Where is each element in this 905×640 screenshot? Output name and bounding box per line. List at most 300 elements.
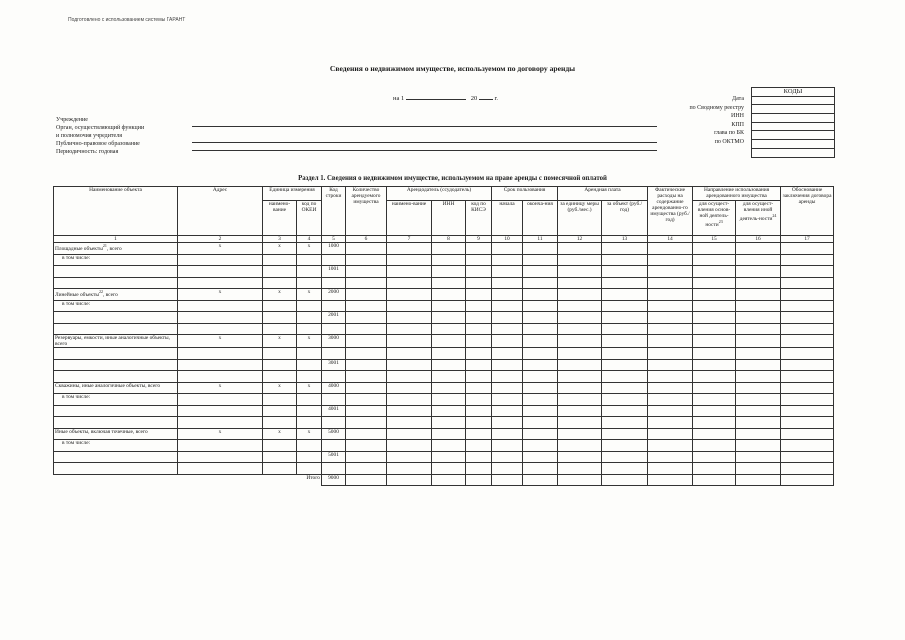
data-cell-col-13[interactable] bbox=[602, 289, 648, 301]
data-cell-col-13[interactable] bbox=[602, 254, 648, 266]
data-cell-col-8[interactable] bbox=[432, 417, 466, 429]
data-cell-col-14[interactable] bbox=[648, 474, 693, 486]
data-cell-col-10[interactable] bbox=[492, 451, 523, 463]
data-cell-col-1[interactable] bbox=[54, 323, 178, 335]
data-cell-col-3[interactable] bbox=[263, 440, 297, 452]
data-cell-col-12[interactable] bbox=[558, 451, 602, 463]
data-cell-col-15[interactable] bbox=[693, 394, 736, 406]
data-cell-col-6[interactable] bbox=[346, 428, 387, 440]
data-cell-col-14[interactable] bbox=[648, 335, 693, 348]
data-cell-col-10[interactable] bbox=[492, 394, 523, 406]
data-cell-col-10[interactable] bbox=[492, 243, 523, 255]
code-inn[interactable] bbox=[752, 114, 835, 123]
data-cell-col-9[interactable] bbox=[466, 312, 492, 324]
data-cell-col-6[interactable] bbox=[346, 254, 387, 266]
data-cell-col-15[interactable] bbox=[693, 359, 736, 371]
data-cell-col-10[interactable] bbox=[492, 359, 523, 371]
data-cell-col-1[interactable] bbox=[54, 371, 178, 383]
data-cell-col-11[interactable] bbox=[523, 243, 558, 255]
data-cell-col-13[interactable] bbox=[602, 335, 648, 348]
data-cell-col-8[interactable] bbox=[432, 359, 466, 371]
data-cell-col-9[interactable] bbox=[466, 243, 492, 255]
data-cell-col-2[interactable] bbox=[178, 348, 263, 360]
data-cell-col-6[interactable] bbox=[346, 300, 387, 312]
data-cell-col-10[interactable] bbox=[492, 440, 523, 452]
data-cell-col-15[interactable] bbox=[693, 417, 736, 429]
data-cell-col-1[interactable] bbox=[54, 359, 178, 371]
data-cell-col-3[interactable] bbox=[263, 266, 297, 278]
data-cell-col-12[interactable] bbox=[558, 428, 602, 440]
data-cell-col-10[interactable] bbox=[492, 371, 523, 383]
data-cell-col-9[interactable] bbox=[466, 323, 492, 335]
data-cell-col-1[interactable] bbox=[54, 463, 178, 475]
data-cell-col-13[interactable] bbox=[602, 474, 648, 486]
data-cell-col-10[interactable] bbox=[492, 405, 523, 417]
data-cell-col-16[interactable] bbox=[736, 382, 781, 394]
data-cell-col-2[interactable] bbox=[178, 440, 263, 452]
data-cell-col-3[interactable] bbox=[263, 254, 297, 266]
data-cell-col-2[interactable] bbox=[178, 451, 263, 463]
data-cell-col-4[interactable] bbox=[297, 371, 322, 383]
data-cell-col-4[interactable] bbox=[297, 440, 322, 452]
data-cell-col-13[interactable] bbox=[602, 428, 648, 440]
data-cell-col-17[interactable] bbox=[781, 266, 834, 278]
data-cell-col-14[interactable] bbox=[648, 243, 693, 255]
data-cell-col-15[interactable] bbox=[693, 382, 736, 394]
data-cell-col-12[interactable] bbox=[558, 359, 602, 371]
data-cell-col-12[interactable] bbox=[558, 463, 602, 475]
data-cell-col-8[interactable] bbox=[432, 405, 466, 417]
data-cell-col-16[interactable] bbox=[736, 300, 781, 312]
data-cell-col-7[interactable] bbox=[387, 382, 432, 394]
data-cell-col-15[interactable] bbox=[693, 405, 736, 417]
data-cell-col-2[interactable] bbox=[178, 254, 263, 266]
data-cell-col-1[interactable] bbox=[54, 417, 178, 429]
data-cell-col-13[interactable] bbox=[602, 277, 648, 289]
data-cell-col-17[interactable] bbox=[781, 463, 834, 475]
data-cell-col-7[interactable] bbox=[387, 405, 432, 417]
data-cell-col-12[interactable] bbox=[558, 266, 602, 278]
data-cell-col-14[interactable] bbox=[648, 417, 693, 429]
data-cell-col-17[interactable] bbox=[781, 428, 834, 440]
data-cell-col-12[interactable] bbox=[558, 405, 602, 417]
data-cell-col-10[interactable] bbox=[492, 254, 523, 266]
data-cell-col-11[interactable] bbox=[523, 323, 558, 335]
data-cell-col-15[interactable] bbox=[693, 451, 736, 463]
data-cell-col-13[interactable] bbox=[602, 405, 648, 417]
data-cell-col-3[interactable] bbox=[263, 463, 297, 475]
data-cell-col-6[interactable] bbox=[346, 440, 387, 452]
data-cell-col-4[interactable] bbox=[297, 394, 322, 406]
data-cell-col-12[interactable] bbox=[558, 474, 602, 486]
data-cell-col-16[interactable] bbox=[736, 335, 781, 348]
data-cell-col-9[interactable] bbox=[466, 463, 492, 475]
data-cell-col-7[interactable] bbox=[387, 394, 432, 406]
data-cell-col-8[interactable] bbox=[432, 300, 466, 312]
data-cell-col-9[interactable] bbox=[466, 371, 492, 383]
data-cell-col-16[interactable] bbox=[736, 428, 781, 440]
code-bk[interactable] bbox=[752, 140, 835, 149]
data-cell-col-15[interactable] bbox=[693, 254, 736, 266]
data-cell-col-14[interactable] bbox=[648, 405, 693, 417]
data-cell-col-9[interactable] bbox=[466, 405, 492, 417]
code-empty[interactable] bbox=[752, 131, 835, 140]
data-cell-col-7[interactable] bbox=[387, 417, 432, 429]
data-cell-col-16[interactable] bbox=[736, 266, 781, 278]
data-cell-col-8[interactable] bbox=[432, 266, 466, 278]
data-cell-col-5[interactable] bbox=[322, 463, 346, 475]
data-cell-col-7[interactable] bbox=[387, 359, 432, 371]
data-cell-col-17[interactable] bbox=[781, 474, 834, 486]
data-cell-col-7[interactable] bbox=[387, 348, 432, 360]
data-cell-col-17[interactable] bbox=[781, 451, 834, 463]
data-cell-col-10[interactable] bbox=[492, 428, 523, 440]
data-cell-col-8[interactable] bbox=[432, 451, 466, 463]
data-cell-col-6[interactable] bbox=[346, 243, 387, 255]
data-cell-col-11[interactable] bbox=[523, 394, 558, 406]
data-cell-col-4[interactable] bbox=[297, 451, 322, 463]
data-cell-col-7[interactable] bbox=[387, 254, 432, 266]
data-cell-col-3[interactable] bbox=[263, 371, 297, 383]
data-cell-col-13[interactable] bbox=[602, 417, 648, 429]
data-cell-col-7[interactable] bbox=[387, 312, 432, 324]
data-cell-col-9[interactable] bbox=[466, 440, 492, 452]
data-cell-col-16[interactable] bbox=[736, 359, 781, 371]
data-cell-col-6[interactable] bbox=[346, 335, 387, 348]
data-cell-col-4[interactable] bbox=[297, 348, 322, 360]
data-cell-col-9[interactable] bbox=[466, 359, 492, 371]
data-cell-col-16[interactable] bbox=[736, 451, 781, 463]
data-cell-col-8[interactable] bbox=[432, 394, 466, 406]
data-cell-col-14[interactable] bbox=[648, 382, 693, 394]
institution-line[interactable] bbox=[192, 126, 657, 127]
data-cell-col-6[interactable] bbox=[346, 405, 387, 417]
data-cell-col-14[interactable] bbox=[648, 254, 693, 266]
data-cell-col-10[interactable] bbox=[492, 300, 523, 312]
data-cell-col-17[interactable] bbox=[781, 394, 834, 406]
data-cell-col-4[interactable] bbox=[297, 405, 322, 417]
data-cell-col-17[interactable] bbox=[781, 300, 834, 312]
data-cell-col-4[interactable] bbox=[297, 312, 322, 324]
data-cell-col-6[interactable] bbox=[346, 323, 387, 335]
data-cell-col-9[interactable] bbox=[466, 335, 492, 348]
data-cell-col-15[interactable] bbox=[693, 474, 736, 486]
data-cell-col-3[interactable] bbox=[263, 277, 297, 289]
data-cell-col-8[interactable] bbox=[432, 474, 466, 486]
data-cell-col-7[interactable] bbox=[387, 300, 432, 312]
data-cell-col-8[interactable] bbox=[432, 289, 466, 301]
data-cell-col-11[interactable] bbox=[523, 405, 558, 417]
data-cell-col-16[interactable] bbox=[736, 394, 781, 406]
data-cell-col-14[interactable] bbox=[648, 266, 693, 278]
data-cell-col-5[interactable] bbox=[322, 323, 346, 335]
data-cell-col-15[interactable] bbox=[693, 243, 736, 255]
data-cell-col-2[interactable] bbox=[178, 312, 263, 324]
data-cell-col-4[interactable] bbox=[297, 417, 322, 429]
data-cell-col-13[interactable] bbox=[602, 348, 648, 360]
data-cell-col-5[interactable] bbox=[322, 440, 346, 452]
data-cell-col-9[interactable] bbox=[466, 417, 492, 429]
data-cell-col-11[interactable] bbox=[523, 417, 558, 429]
data-cell-col-11[interactable] bbox=[523, 474, 558, 486]
founder-line[interactable] bbox=[192, 142, 657, 143]
data-cell-col-12[interactable] bbox=[558, 312, 602, 324]
data-cell-col-1[interactable] bbox=[54, 266, 178, 278]
data-cell-col-12[interactable] bbox=[558, 335, 602, 348]
data-cell-col-15[interactable] bbox=[693, 335, 736, 348]
data-cell-col-1[interactable] bbox=[54, 405, 178, 417]
data-cell-col-13[interactable] bbox=[602, 463, 648, 475]
data-cell-col-2[interactable] bbox=[178, 323, 263, 335]
data-cell-col-16[interactable] bbox=[736, 474, 781, 486]
data-cell-col-2[interactable] bbox=[178, 417, 263, 429]
data-cell-col-15[interactable] bbox=[693, 289, 736, 301]
data-cell-col-8[interactable] bbox=[432, 335, 466, 348]
data-cell-col-3[interactable] bbox=[263, 323, 297, 335]
data-cell-col-6[interactable] bbox=[346, 289, 387, 301]
data-cell-col-7[interactable] bbox=[387, 463, 432, 475]
data-cell-col-5[interactable] bbox=[322, 348, 346, 360]
data-cell-col-10[interactable] bbox=[492, 348, 523, 360]
data-cell-col-6[interactable] bbox=[346, 359, 387, 371]
data-cell-col-7[interactable] bbox=[387, 335, 432, 348]
data-cell-col-2[interactable] bbox=[178, 359, 263, 371]
data-cell-col-12[interactable] bbox=[558, 371, 602, 383]
data-cell-col-15[interactable] bbox=[693, 300, 736, 312]
data-cell-col-10[interactable] bbox=[492, 463, 523, 475]
data-cell-col-16[interactable] bbox=[736, 417, 781, 429]
data-cell-col-16[interactable] bbox=[736, 312, 781, 324]
data-cell-col-14[interactable] bbox=[648, 428, 693, 440]
data-cell-col-10[interactable] bbox=[492, 382, 523, 394]
data-cell-col-2[interactable] bbox=[178, 371, 263, 383]
data-cell-col-6[interactable] bbox=[346, 463, 387, 475]
data-cell-col-14[interactable] bbox=[648, 394, 693, 406]
data-cell-col-16[interactable] bbox=[736, 323, 781, 335]
data-cell-col-11[interactable] bbox=[523, 440, 558, 452]
data-cell-col-3[interactable] bbox=[263, 394, 297, 406]
data-cell-col-11[interactable] bbox=[523, 266, 558, 278]
data-cell-col-10[interactable] bbox=[492, 417, 523, 429]
data-cell-col-17[interactable] bbox=[781, 359, 834, 371]
data-cell-col-3[interactable] bbox=[263, 348, 297, 360]
data-cell-col-4[interactable] bbox=[297, 323, 322, 335]
data-cell-col-12[interactable] bbox=[558, 417, 602, 429]
data-cell-col-14[interactable] bbox=[648, 371, 693, 383]
data-cell-col-13[interactable] bbox=[602, 243, 648, 255]
data-cell-col-10[interactable] bbox=[492, 312, 523, 324]
data-cell-col-12[interactable] bbox=[558, 440, 602, 452]
data-cell-col-14[interactable] bbox=[648, 359, 693, 371]
public-entity-line[interactable] bbox=[192, 150, 657, 151]
year-blank[interactable] bbox=[479, 92, 493, 100]
data-cell-col-14[interactable] bbox=[648, 440, 693, 452]
data-cell-col-11[interactable] bbox=[523, 300, 558, 312]
data-cell-col-7[interactable] bbox=[387, 243, 432, 255]
data-cell-col-1[interactable] bbox=[54, 312, 178, 324]
data-cell-col-10[interactable] bbox=[492, 277, 523, 289]
data-cell-col-3[interactable] bbox=[263, 359, 297, 371]
data-cell-col-6[interactable] bbox=[346, 266, 387, 278]
data-cell-col-5[interactable] bbox=[322, 371, 346, 383]
data-cell-col-6[interactable] bbox=[346, 312, 387, 324]
data-cell-col-7[interactable] bbox=[387, 266, 432, 278]
data-cell-col-6[interactable] bbox=[346, 382, 387, 394]
data-cell-col-17[interactable] bbox=[781, 348, 834, 360]
data-cell-col-11[interactable] bbox=[523, 451, 558, 463]
data-cell-col-6[interactable] bbox=[346, 371, 387, 383]
data-cell-col-17[interactable] bbox=[781, 312, 834, 324]
data-cell-col-7[interactable] bbox=[387, 451, 432, 463]
data-cell-col-4[interactable] bbox=[297, 277, 322, 289]
data-cell-col-17[interactable] bbox=[781, 254, 834, 266]
data-cell-col-17[interactable] bbox=[781, 371, 834, 383]
data-cell-col-13[interactable] bbox=[602, 382, 648, 394]
data-cell-col-14[interactable] bbox=[648, 277, 693, 289]
data-cell-col-11[interactable] bbox=[523, 289, 558, 301]
data-cell-col-8[interactable] bbox=[432, 277, 466, 289]
data-cell-col-5[interactable] bbox=[322, 277, 346, 289]
data-cell-col-8[interactable] bbox=[432, 371, 466, 383]
data-cell-col-8[interactable] bbox=[432, 428, 466, 440]
data-cell-col-17[interactable] bbox=[781, 440, 834, 452]
data-cell-col-13[interactable] bbox=[602, 451, 648, 463]
data-cell-col-13[interactable] bbox=[602, 394, 648, 406]
data-cell-col-1[interactable] bbox=[54, 451, 178, 463]
data-cell-col-16[interactable] bbox=[736, 277, 781, 289]
data-cell-col-8[interactable] bbox=[432, 463, 466, 475]
data-cell-col-16[interactable] bbox=[736, 348, 781, 360]
data-cell-col-15[interactable] bbox=[693, 348, 736, 360]
data-cell-col-8[interactable] bbox=[432, 254, 466, 266]
data-cell-col-9[interactable] bbox=[466, 428, 492, 440]
data-cell-col-12[interactable] bbox=[558, 300, 602, 312]
data-cell-col-9[interactable] bbox=[466, 289, 492, 301]
data-cell-col-5[interactable] bbox=[322, 254, 346, 266]
data-cell-col-6[interactable] bbox=[346, 277, 387, 289]
data-cell-col-7[interactable] bbox=[387, 323, 432, 335]
data-cell-col-16[interactable] bbox=[736, 289, 781, 301]
data-cell-col-16[interactable] bbox=[736, 440, 781, 452]
data-cell-col-6[interactable] bbox=[346, 348, 387, 360]
data-cell-col-14[interactable] bbox=[648, 312, 693, 324]
data-cell-col-11[interactable] bbox=[523, 428, 558, 440]
data-cell-col-7[interactable] bbox=[387, 474, 432, 486]
data-cell-col-12[interactable] bbox=[558, 243, 602, 255]
data-cell-col-16[interactable] bbox=[736, 254, 781, 266]
data-cell-col-17[interactable] bbox=[781, 405, 834, 417]
data-cell-col-11[interactable] bbox=[523, 312, 558, 324]
data-cell-col-8[interactable] bbox=[432, 312, 466, 324]
data-cell-col-13[interactable] bbox=[602, 312, 648, 324]
data-cell-col-2[interactable] bbox=[178, 266, 263, 278]
data-cell-col-9[interactable] bbox=[466, 266, 492, 278]
data-cell-col-9[interactable] bbox=[466, 474, 492, 486]
data-cell-col-17[interactable] bbox=[781, 243, 834, 255]
data-cell-col-10[interactable] bbox=[492, 335, 523, 348]
data-cell-col-17[interactable] bbox=[781, 289, 834, 301]
data-cell-col-10[interactable] bbox=[492, 289, 523, 301]
data-cell-col-15[interactable] bbox=[693, 440, 736, 452]
data-cell-col-12[interactable] bbox=[558, 323, 602, 335]
data-cell-col-17[interactable] bbox=[781, 335, 834, 348]
data-cell-col-7[interactable] bbox=[387, 277, 432, 289]
data-cell-col-11[interactable] bbox=[523, 371, 558, 383]
data-cell-col-4[interactable] bbox=[297, 254, 322, 266]
code-date[interactable] bbox=[752, 96, 835, 105]
data-cell-col-16[interactable] bbox=[736, 463, 781, 475]
data-cell-col-15[interactable] bbox=[693, 323, 736, 335]
data-cell-col-7[interactable] bbox=[387, 371, 432, 383]
code-registry[interactable] bbox=[752, 105, 835, 114]
data-cell-col-11[interactable] bbox=[523, 277, 558, 289]
data-cell-col-16[interactable] bbox=[736, 405, 781, 417]
data-cell-col-5[interactable] bbox=[322, 394, 346, 406]
data-cell-col-4[interactable] bbox=[297, 463, 322, 475]
data-cell-col-5[interactable] bbox=[322, 300, 346, 312]
data-cell-col-9[interactable] bbox=[466, 300, 492, 312]
data-cell-col-16[interactable] bbox=[736, 371, 781, 383]
data-cell-col-17[interactable] bbox=[781, 323, 834, 335]
data-cell-col-10[interactable] bbox=[492, 266, 523, 278]
data-cell-col-8[interactable] bbox=[432, 348, 466, 360]
data-cell-col-11[interactable] bbox=[523, 463, 558, 475]
data-cell-col-15[interactable] bbox=[693, 463, 736, 475]
data-cell-col-15[interactable] bbox=[693, 428, 736, 440]
data-cell-col-3[interactable] bbox=[263, 417, 297, 429]
data-cell-col-13[interactable] bbox=[602, 359, 648, 371]
data-cell-col-3[interactable] bbox=[263, 405, 297, 417]
data-cell-col-12[interactable] bbox=[558, 348, 602, 360]
code-oktmo[interactable] bbox=[752, 148, 835, 157]
data-cell-col-11[interactable] bbox=[523, 254, 558, 266]
data-cell-col-8[interactable] bbox=[432, 243, 466, 255]
data-cell-col-10[interactable] bbox=[492, 474, 523, 486]
data-cell-col-17[interactable] bbox=[781, 277, 834, 289]
code-kpp[interactable] bbox=[752, 122, 835, 131]
data-cell-col-13[interactable] bbox=[602, 440, 648, 452]
data-cell-col-12[interactable] bbox=[558, 394, 602, 406]
data-cell-col-1[interactable] bbox=[54, 277, 178, 289]
data-cell-col-2[interactable] bbox=[178, 463, 263, 475]
data-cell-col-2[interactable] bbox=[178, 277, 263, 289]
data-cell-col-17[interactable] bbox=[781, 382, 834, 394]
data-cell-col-2[interactable] bbox=[178, 300, 263, 312]
data-cell-col-6[interactable] bbox=[346, 474, 387, 486]
data-cell-col-13[interactable] bbox=[602, 266, 648, 278]
data-cell-col-3[interactable] bbox=[263, 312, 297, 324]
data-cell-col-7[interactable] bbox=[387, 428, 432, 440]
data-cell-col-5[interactable] bbox=[322, 417, 346, 429]
data-cell-col-12[interactable] bbox=[558, 382, 602, 394]
data-cell-col-14[interactable] bbox=[648, 289, 693, 301]
data-cell-col-4[interactable] bbox=[297, 266, 322, 278]
data-cell-col-9[interactable] bbox=[466, 394, 492, 406]
data-cell-col-8[interactable] bbox=[432, 440, 466, 452]
data-cell-col-12[interactable] bbox=[558, 254, 602, 266]
data-cell-col-8[interactable] bbox=[432, 323, 466, 335]
data-cell-col-11[interactable] bbox=[523, 382, 558, 394]
data-cell-col-8[interactable] bbox=[432, 382, 466, 394]
data-cell-col-9[interactable] bbox=[466, 277, 492, 289]
data-cell-col-15[interactable] bbox=[693, 371, 736, 383]
data-cell-col-6[interactable] bbox=[346, 417, 387, 429]
data-cell-col-10[interactable] bbox=[492, 323, 523, 335]
data-cell-col-14[interactable] bbox=[648, 451, 693, 463]
data-cell-col-2[interactable] bbox=[178, 405, 263, 417]
data-cell-col-4[interactable] bbox=[297, 359, 322, 371]
data-cell-col-14[interactable] bbox=[648, 300, 693, 312]
